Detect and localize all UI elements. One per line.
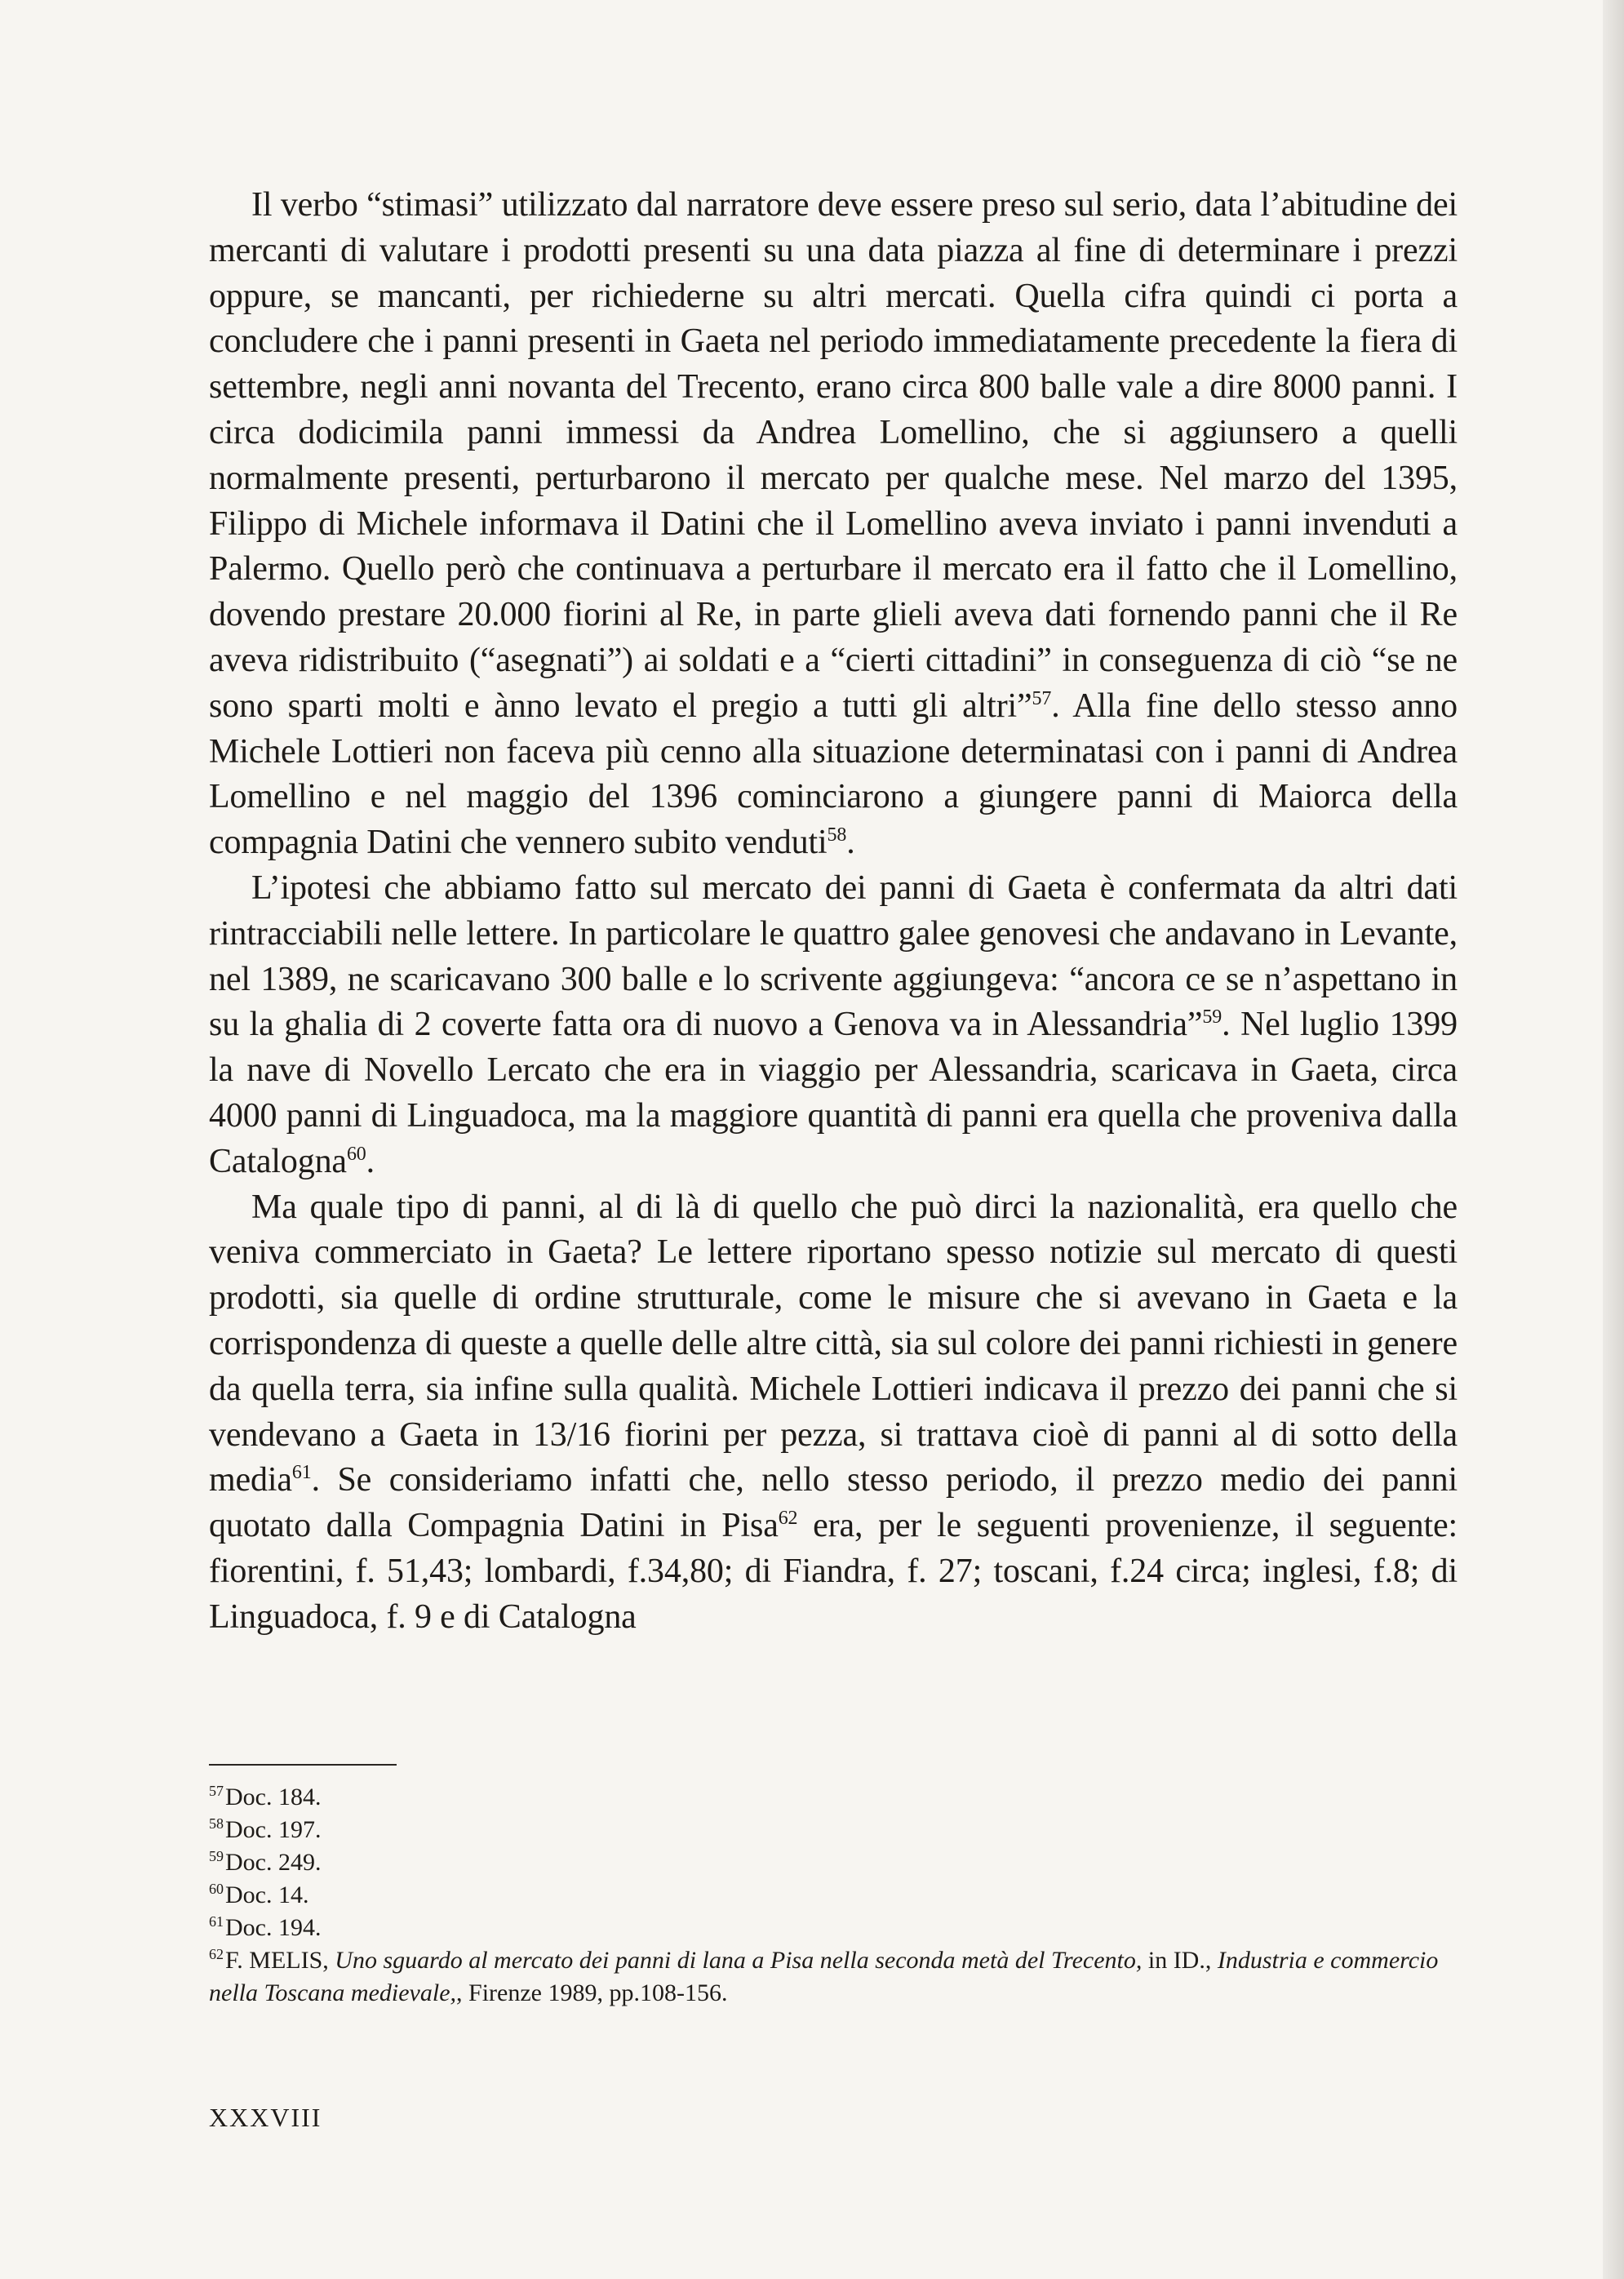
- footnote-text: in ID.,: [1142, 1947, 1218, 1974]
- paragraph-text: Il verbo “stimasi” utilizzato dal narratore deve essere preso sul serio, data l’abitudine dei mercanti di valutare i prodotti presenti su una data piazza al fine di determinare i prezzi oppure, se mancanti, per richiederne su altri mercati. Quella cifra quindi ci porta a concludere che i panni presenti in Gaeta nel periodo immediatamente precedente la fiera di settembre, negli anni novanta del Trecento, erano circa 800 balle vale a dire 8000 panni. I circa dodicimila panni immessi da Andrea Lomellino, che si aggiunsero a quelli normalmente presenti, perturbarono il mercato per qualche mese. Nel marzo del 1395, Filippo di Michele informava il Datini che il Lomellino aveva inviato i panni invenduti a Palermo. Quello però che continuava a perturbare il mercato era il fatto che il Lomellino, dovendo prestare 20.000 fiorini al Re, in parte glieli aveva dati fornendo panni che il Re aveva ridistribuito (“asegnati”) ai soldati e a “cierti cittadini” in conseguenza di ciò “se ne sono sparti molti e ànno levato el pregio a tutti gli altri”: [209, 186, 1458, 725]
- paragraph-text: . Se consideriamo infatti che, nello stesso periodo, il prezzo medio dei panni quotato dalla Compagnia Datini in Pisa: [209, 1461, 1458, 1545]
- footnote: [209, 1814, 1458, 1846]
- footnote-title: Uno sguardo al mercato dei panni di lana a Pisa nella seconda metà del Trecento,: [335, 1947, 1143, 1974]
- footnote: [209, 1912, 1458, 1944]
- footnote: [209, 1879, 1458, 1912]
- footnote-ref: 57: [1032, 687, 1052, 709]
- page-edge-shadow: [1603, 0, 1624, 2279]
- footnote-text: Doc. 249.: [225, 1849, 322, 1876]
- footnote-ref: 59: [1202, 1006, 1222, 1028]
- paragraph: [209, 866, 1458, 1185]
- footnote: [209, 1781, 1458, 1814]
- footnote-ref: 61: [291, 1462, 312, 1484]
- paragraph: [209, 1185, 1458, 1641]
- footnote-ref: 58: [827, 824, 847, 846]
- paragraph-text: . Nel luglio 1399 la nave di Novello Lercato che era in viaggio per Alessandria, scaricava in Gaeta, circa 4000 panni di Linguadoca, ma la maggiore quantità di panni era quella che proveniva dalla Catalogna: [209, 1006, 1458, 1180]
- footnote-number: 61: [209, 1913, 224, 1930]
- footnote-title: Industria e commercio nella Toscana medievale,: [209, 1947, 1439, 2006]
- footnote-number: 59: [209, 1848, 224, 1864]
- footnote: [209, 1944, 1458, 2010]
- footnote-text: F. MELIS,: [225, 1947, 335, 1974]
- footnote-number: 58: [209, 1815, 224, 1832]
- paragraph-text: .: [846, 824, 855, 862]
- footnote-text: Doc. 197.: [225, 1816, 322, 1843]
- footnote-text: Doc. 194.: [225, 1914, 322, 1941]
- page-number: XXXVIII: [209, 2103, 322, 2132]
- footnote-number: 57: [209, 1783, 224, 1799]
- footnote-text: , Firenze 1989, pp.108-156.: [456, 1979, 728, 2006]
- paragraph-text: L’ipotesi che abbiamo fatto sul mercato dei panni di Gaeta è confermata da altri dati rintracciabili nelle lettere. In particolare le quattro galee genovesi che andavano in Levante, nel 1389, ne scaricavano 300 balle e lo scrivente aggiungeva: “ancora ce se n’aspettano in su la ghalia di 2 coverte fatta ora di nuovo a Genova va in Alessandria”: [209, 869, 1458, 1044]
- footnote-ref: 62: [778, 1508, 798, 1530]
- footnote-text: Doc. 184.: [225, 1784, 322, 1810]
- body-text: [209, 183, 1458, 1641]
- footnotes: [209, 1781, 1458, 2010]
- paragraph-text: Ma quale tipo di panni, al di là di quello che può dirci la nazionalità, era quello che veniva commerciato in Gaeta? Le lettere riportano spesso notizie sul mercato di questi prodotti, sia quelle di ordine strutturale, come le misure che si avevano in Gaeta e la corrispondenza di queste a quelle delle altre città, sia sul colore dei panni richiesti in genere da quella terra, sia infine sulla qualità. Michele Lottieri indicava il prezzo dei panni che si vendevano a Gaeta in 13/16 fiorini per pezza, si trattava cioè di panni al di sotto della media: [209, 1188, 1458, 1499]
- paragraph-text: . Alla fine dello stesso anno Michele Lottieri non faceva più cenno alla situazione determinatasi con i panni di Andrea Lomellino e nel maggio del 1396 cominciarono a giungere panni di Maiorca della compagnia Datini che vennero subito venduti: [209, 686, 1458, 862]
- paragraph: [209, 183, 1458, 866]
- footnote-rule: [209, 1764, 397, 1766]
- paragraph-text: era, per le seguenti provenienze, il seguente: fiorentini, f. 51,43; lombardi, f.34,80; di Fiandra, f. 27; toscani, f.24 circa; inglesi, f.8; di Linguadoca, f. 9 e di Catalogna: [209, 1507, 1458, 1636]
- footnote: [209, 1846, 1458, 1879]
- paragraph-text: .: [366, 1142, 375, 1180]
- footnote-number: 62: [209, 1946, 224, 1962]
- footnote-number: 60: [209, 1881, 224, 1897]
- footnote-text: Doc. 14.: [225, 1881, 309, 1908]
- footnote-ref: 60: [346, 1143, 366, 1165]
